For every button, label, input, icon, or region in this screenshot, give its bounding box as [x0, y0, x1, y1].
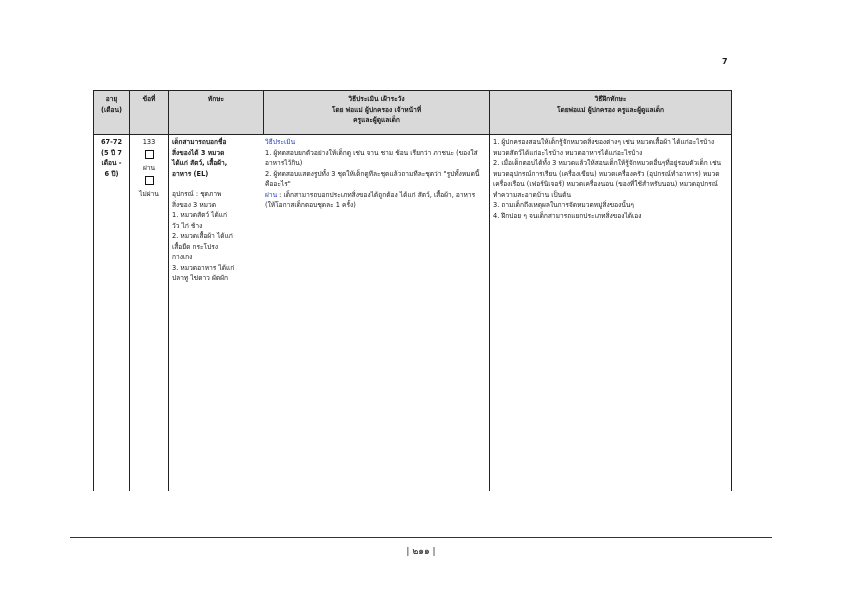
pass-criteria: ผ่าน : เด็กสามารถบอกประเภทสิ่งของได้ถูกต้อง ได้แก่ สัตว์, เสื้อผ้า, อาหาร (ให้โอกาสเด็กตอบชุดละ 1 ครั้ง) — [265, 190, 476, 209]
header-skill: ทักษะ — [169, 91, 264, 135]
eval-step-2: 2. ผู้ทดสอบแสดงรูปทั้ง 3 ชุดให้เด็กดูทีละชุดแล้วถามทีละชุดว่า "รูปทั้งหมดนี้คืออะไร" — [265, 169, 480, 188]
age-cell: 67-72 (5 ปี 7 เดือน - 6 ปี) — [94, 135, 130, 492]
table-row — [94, 135, 732, 492]
category-food: 3. หมวดอาหาร ได้แก่ ปลาทู ไข่ดาว ผัดผัก — [172, 263, 235, 282]
footer-page-number: | ๒๑๑ | — [406, 547, 436, 557]
header-evaluation: วิธีประเมิน เฝ้าระวัง โดย พ่อแม่ ผู้ปกครอง เจ้าหน้าที่ ครูและผู้ดูแลเด็ก — [264, 91, 490, 135]
pass-label: ผ่าน — [142, 164, 156, 172]
assessment-table — [93, 90, 732, 491]
item-number: 133 — [142, 138, 156, 146]
train-step-3: 3. ถามเด็กถึงเหตุผลในการจัดหมวดหมู่สิ่งของนั้นๆ — [493, 201, 634, 209]
evaluation-block — [265, 137, 486, 284]
equipment: อุปกรณ์ : ชุดภาพ สิ่งของ 3 หมวด — [172, 190, 222, 209]
eval-step-1: 1. ผู้ทดสอบยกตัวอย่างให้เด็กดู เช่น จาน ชาม ช้อน เรียกว่า ภาชนะ (ของใส่อาหารไว้กิน) — [265, 148, 478, 167]
pass-checkbox[interactable] — [145, 150, 154, 159]
eval-title: วิธีประเมิน — [265, 138, 296, 146]
header-item: ข้อที่ — [130, 91, 169, 135]
header-row — [94, 91, 732, 135]
header-age: อายุ (เดือน) — [94, 91, 130, 135]
category-clothes: 2. หมวดเสื้อผ้า ได้แก่ เสื้อยืด กระโปรง กางเกง — [172, 232, 233, 261]
fail-label: ไม่ผ่าน — [139, 190, 159, 198]
category-animals: 1. หมวดสัตว์ ได้แก่ วัว ไก่ ช้าง — [172, 211, 228, 230]
train-step-4: 4. ฝึกบ่อย ๆ จนเด็กสามารถแยกประเภทสิ่งของได้เอง — [493, 211, 642, 220]
train-step-2: 2. เมื่อเด็กตอบได้ทั้ง 3 หมวดแล้วให้สอนเด็กให้รู้จักหมวดอื่นๆที่อยู่รอบตัวเด็ก เช่น หมวดอุปกรณ์การเรียน (เครื่องเขียน) หมวดเครื่องครัว (อุปกรณ์ทำอาหาร) หมวดเครื่องเรือน (เฟอร์นิเจอร์) หมวดเครื่องนอน (ของที่ใช้สำหรับนอน) หมวดอุปกรณ์ทำความสะอาดบ้าน เป็นต้น — [493, 159, 722, 199]
skill-eval-cell — [169, 135, 490, 492]
skill-title: เด็กสามารถบอกชื่อ สิ่งของได้ 3 หมวด ได้แก่ สัตว์, เสื้อผ้า, อาหาร (EL) — [172, 138, 228, 178]
skill-block — [172, 137, 261, 284]
page-number: 7 — [722, 57, 728, 66]
fail-checkbox[interactable] — [145, 176, 154, 185]
item-cell — [130, 135, 169, 492]
training-cell — [490, 135, 732, 492]
footer-divider — [70, 537, 772, 538]
header-training: วิธีฝึกทักษะ โดยพ่อแม่ ผู้ปกครอง ครูและผู้ดูแลเด็ก — [490, 91, 732, 135]
train-step-1: 1. ผู้ปกครองสอนให้เด็กรู้จักหมวดสิ่งของต่างๆ เช่น หมวดเสื้อผ้า ได้แก่อะไรบ้าง หมวดสัตว์ได้แก่อะไรบ้าง หมวดอาหารได้แก่อะไรบ้าง — [493, 138, 715, 157]
